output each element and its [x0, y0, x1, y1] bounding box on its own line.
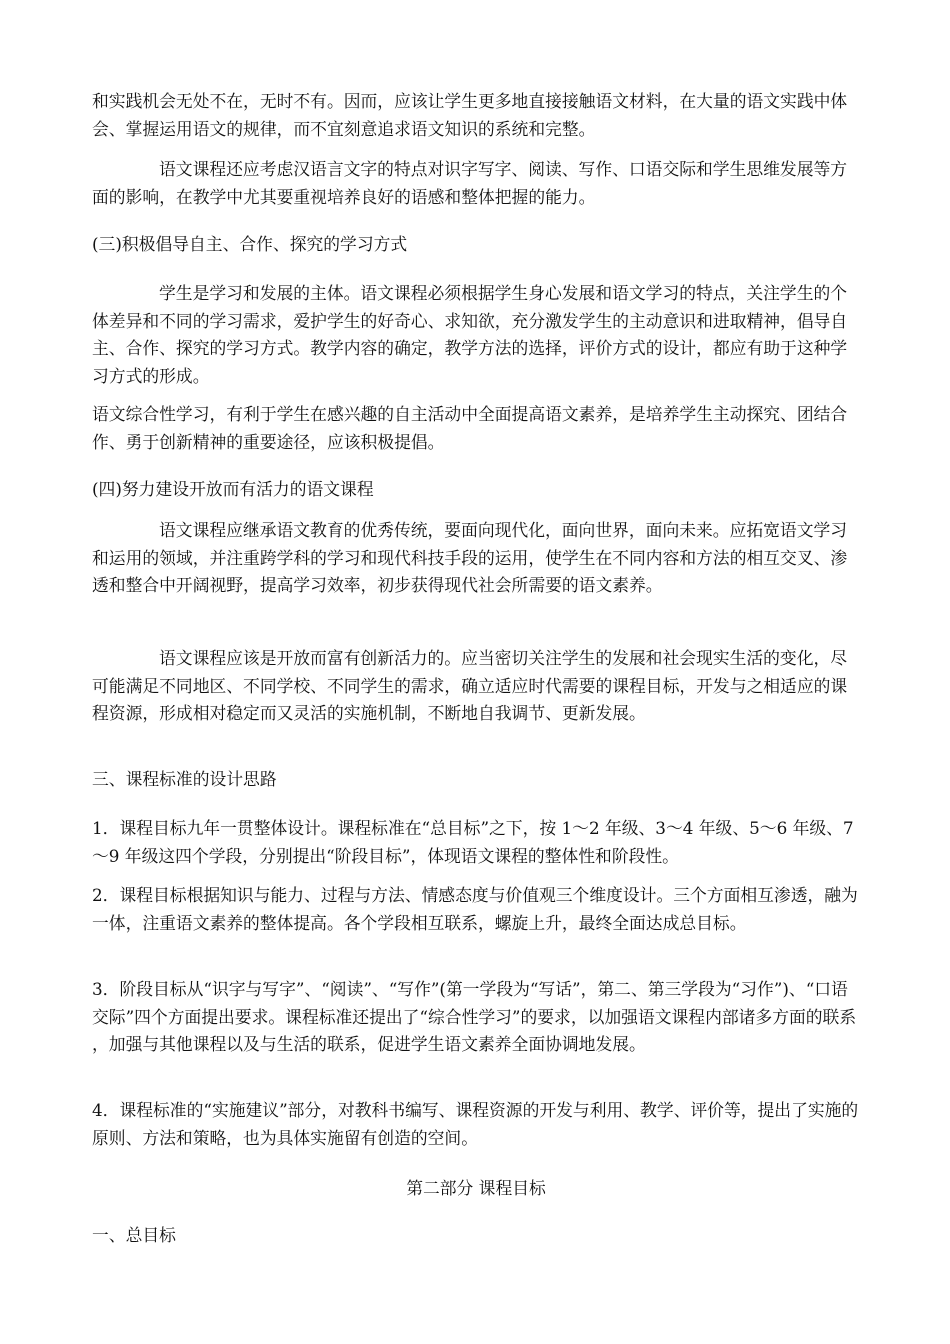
list-item-2-three-dimensions: 2．课程目标根据知识与能力、过程与方法、情感态度与价值观三个维度设计。三个方面相互渗透，融为一体，注重语文素养的整体提高。各个学段相互联系，螺旋上升，最终全面达成总目标。 [92, 885, 858, 933]
paragraph-comprehensive-learning: 语文综合性学习，有利于学生在感兴趣的自主活动中全面提高语文素养，是培养学生主动探究、团结合作、勇于创新精神的重要途径，应该积极提倡。 [92, 404, 848, 452]
paragraph-inherit-tradition: 语文课程应继承语文教育的优秀传统，要面向现代化，面向世界，面向未来。应拓宽语文学习和运用的领域，并注重跨学科的学习和现代科技手段的运用，使学生在不同内容和方法的相互交叉、渗透和整合中开阔视野，提高学习效率，初步获得现代社会所需要的语文素养。 [92, 520, 848, 595]
list-item-3-stage-goals: 3．阶段目标从“识字与写字”、“阅读”、“写作”(第一学段为“写话”，第二、第三学段为“习作”)、“口语交际”四个方面提出要求。课程标准还提出了“综合性学习”的要求，以加强语文课程内部诸多方面的联系，加强与其他课程以及与生活的联系，促进学生语文素养全面协调地发展。 [92, 979, 857, 1054]
paragraph-open-innovative: 语文课程应该是开放而富有创新活力的。应当密切关注学生的发展和社会现实生活的变化，尽可能满足不同地区、不同学校、不同学生的需求，确立适应时代需要的课程目标，开发与之相适应的课程资源，形成相对稳定而又灵活的实施机制，不断地自我调节、更新发展。 [92, 648, 848, 723]
section-heading-design-ideas: 三、课程标准的设计思路 [92, 769, 277, 789]
list-item-1-overall-design: 1．课程目标九年一贯整体设计。课程标准在“总目标”之下，按 1～2 年级、3～4 年级、5～6 年级、7～9 年级这四个学段，分别提出“阶段目标”，体现语文课程的整体性和阶段性。 [92, 818, 854, 866]
paragraph-student-subject: 学生是学习和发展的主体。语文课程必须根据学生身心发展和语文学习的特点，关注学生的个体差异和不同的学习需求，爱护学生的好奇心、求知欲，充分激发学生的主动意识和进取精神，倡导自主、合作、探究的学习方式。教学内容的确定，教学方法的选择，评价方式的设计，都应有助于这种学习方式的形成。 [92, 283, 848, 386]
paragraph-practice-opportunities: 和实践机会无处不在，无时不有。因而，应该让学生更多地直接接触语文材料，在大量的语文实践中体会、掌握运用语文的规律，而不宜刻意追求语文知识的系统和完整。 [92, 91, 848, 139]
list-item-4-implementation: 4．课程标准的“实施建议”部分，对教科书编写、课程资源的开发与利用、教学、评价等，提出了实施的原则、方法和策略，也为具体实施留有创造的空间。 [92, 1100, 859, 1148]
section-heading-learning-methods: (三)积极倡导自主、合作、探究的学习方式 [92, 234, 408, 254]
section-heading-overall-goals: 一、总目标 [92, 1225, 176, 1245]
section-heading-open-curriculum: (四)努力建设开放而有活力的语文课程 [92, 479, 374, 499]
part-title-curriculum-goals: 第二部分 课程目标 [406, 1178, 546, 1198]
paragraph-chinese-characteristics: 语文课程还应考虑汉语言文字的特点对识字写字、阅读、写作、口语交际和学生思维发展等方面的影响，在教学中尤其要重视培养良好的语感和整体把握的能力。 [92, 159, 848, 207]
